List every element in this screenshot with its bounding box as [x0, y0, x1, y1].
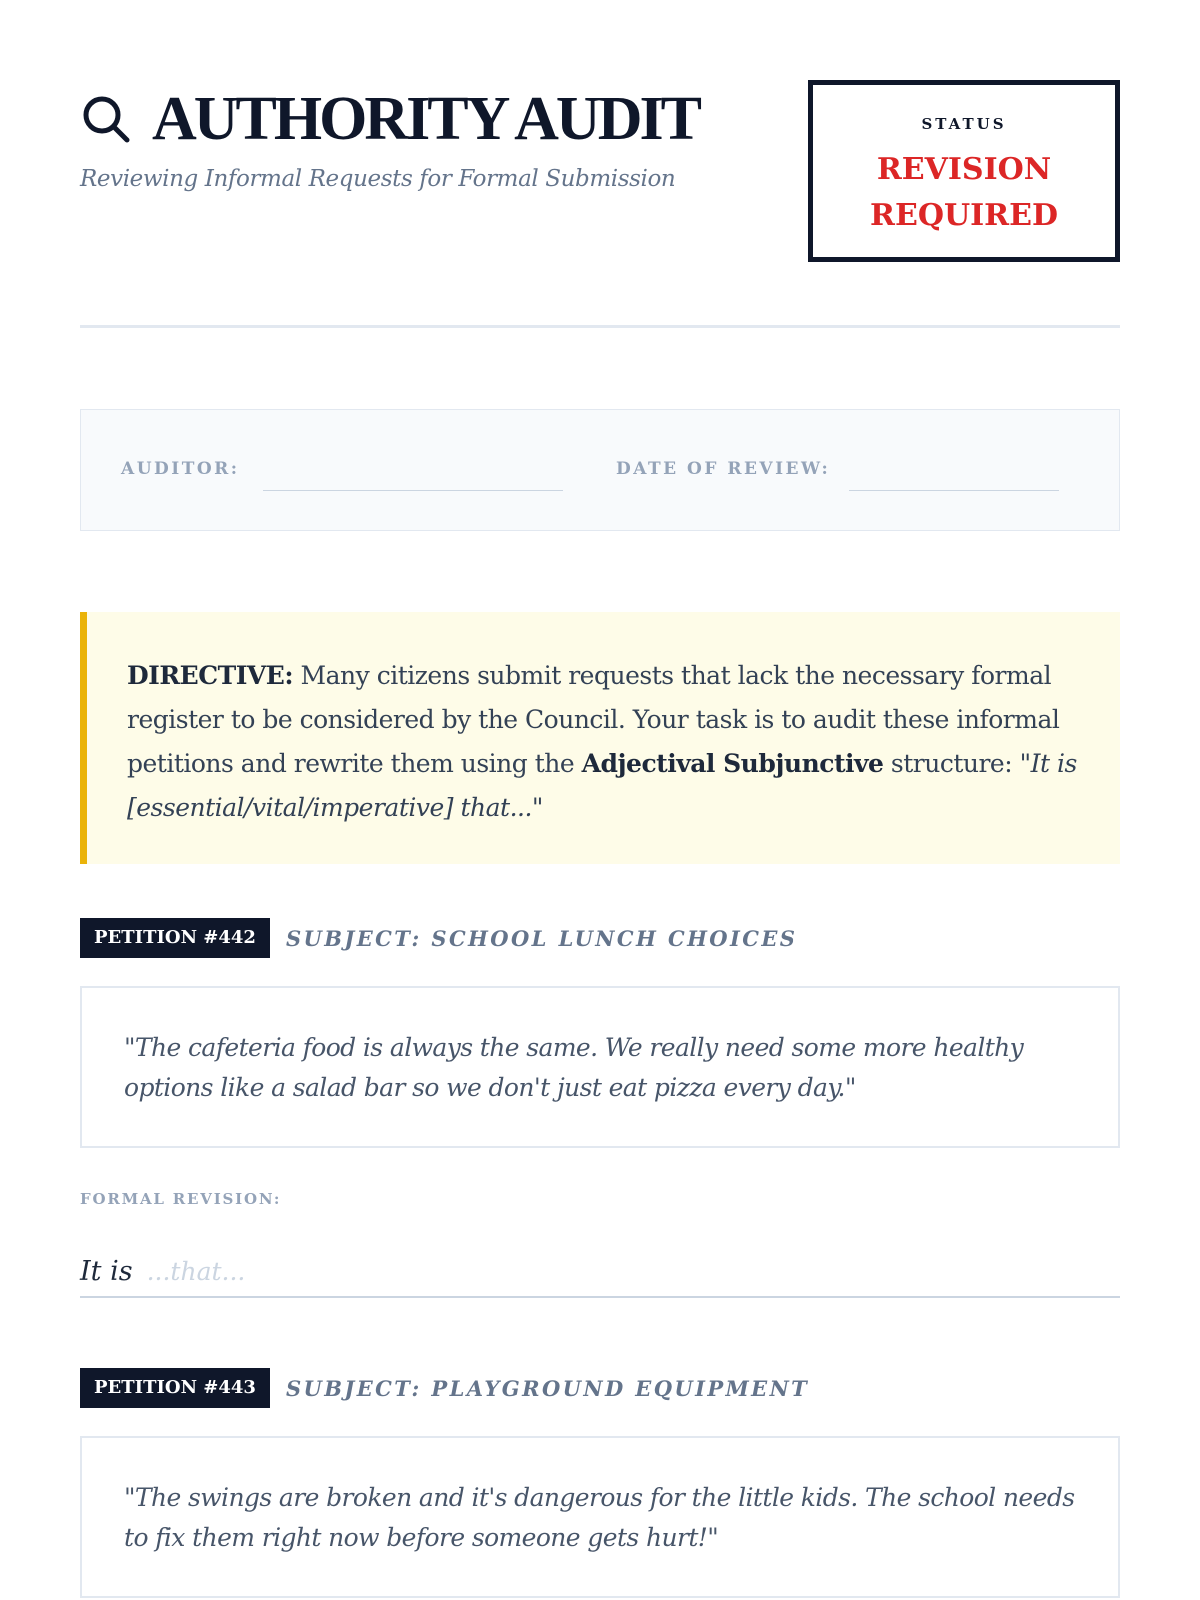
status-value-line-1: REVISION	[876, 152, 1052, 187]
search-icon	[80, 93, 132, 145]
review-meta-panel	[80, 409, 1120, 531]
status-value	[813, 147, 1115, 239]
auditor-field[interactable]	[263, 490, 563, 491]
directive-pattern: "It is [essential/vital/imperative] that..."	[127, 749, 1077, 822]
directive-lead: DIRECTIVE:	[127, 661, 294, 690]
review-date-field[interactable]	[849, 490, 1059, 491]
directive-text-1: Many citizens submit requests that lack the necessary formal register to be considered by the Council. Your task is to audit these informal petitions and rewrite them using the	[127, 661, 1060, 778]
title-row	[80, 84, 699, 154]
petition-number-badge: PETITION #443	[80, 1368, 270, 1408]
petition-quote: "The swings are broken and it's dangerous for the little kids. The school needs to fix them right now before someone gets hurt!"	[80, 1436, 1120, 1598]
formal-revision-input[interactable]	[147, 1251, 1120, 1291]
petition-header	[80, 1368, 809, 1408]
page-subtitle: Reviewing Informal Requests for Formal Submission	[80, 166, 676, 192]
auditor-label: AUDITOR:	[121, 459, 240, 479]
petition-number-badge: PETITION #442	[80, 918, 270, 958]
directive-callout	[80, 612, 1120, 864]
directive-emphasis: Adjectival Subjunctive	[581, 749, 884, 778]
formal-revision-row	[80, 1246, 1120, 1298]
petition-header	[80, 918, 797, 958]
petition-subject: SUBJECT: SCHOOL LUNCH CHOICES	[285, 925, 798, 951]
directive-text-2: structure:	[883, 749, 1020, 778]
page-title: AUTHORITY AUDIT	[152, 85, 699, 153]
review-date-label: DATE OF REVIEW:	[616, 459, 831, 479]
petition-subject: SUBJECT: PLAYGROUND EQUIPMENT	[285, 1375, 810, 1401]
status-label: STATUS	[921, 115, 1007, 133]
header-divider	[80, 325, 1120, 328]
petition-quote: "The cafeteria food is always the same. We really need some more healthy options like a salad bar so we don't just eat pizza every day."	[80, 986, 1120, 1148]
status-value-line-2: REQUIRED	[870, 198, 1058, 233]
page-header	[80, 80, 1120, 270]
revision-prefix: It is	[80, 1255, 133, 1287]
formal-revision-label: FORMAL REVISION:	[80, 1190, 282, 1208]
status-badge	[808, 80, 1120, 262]
